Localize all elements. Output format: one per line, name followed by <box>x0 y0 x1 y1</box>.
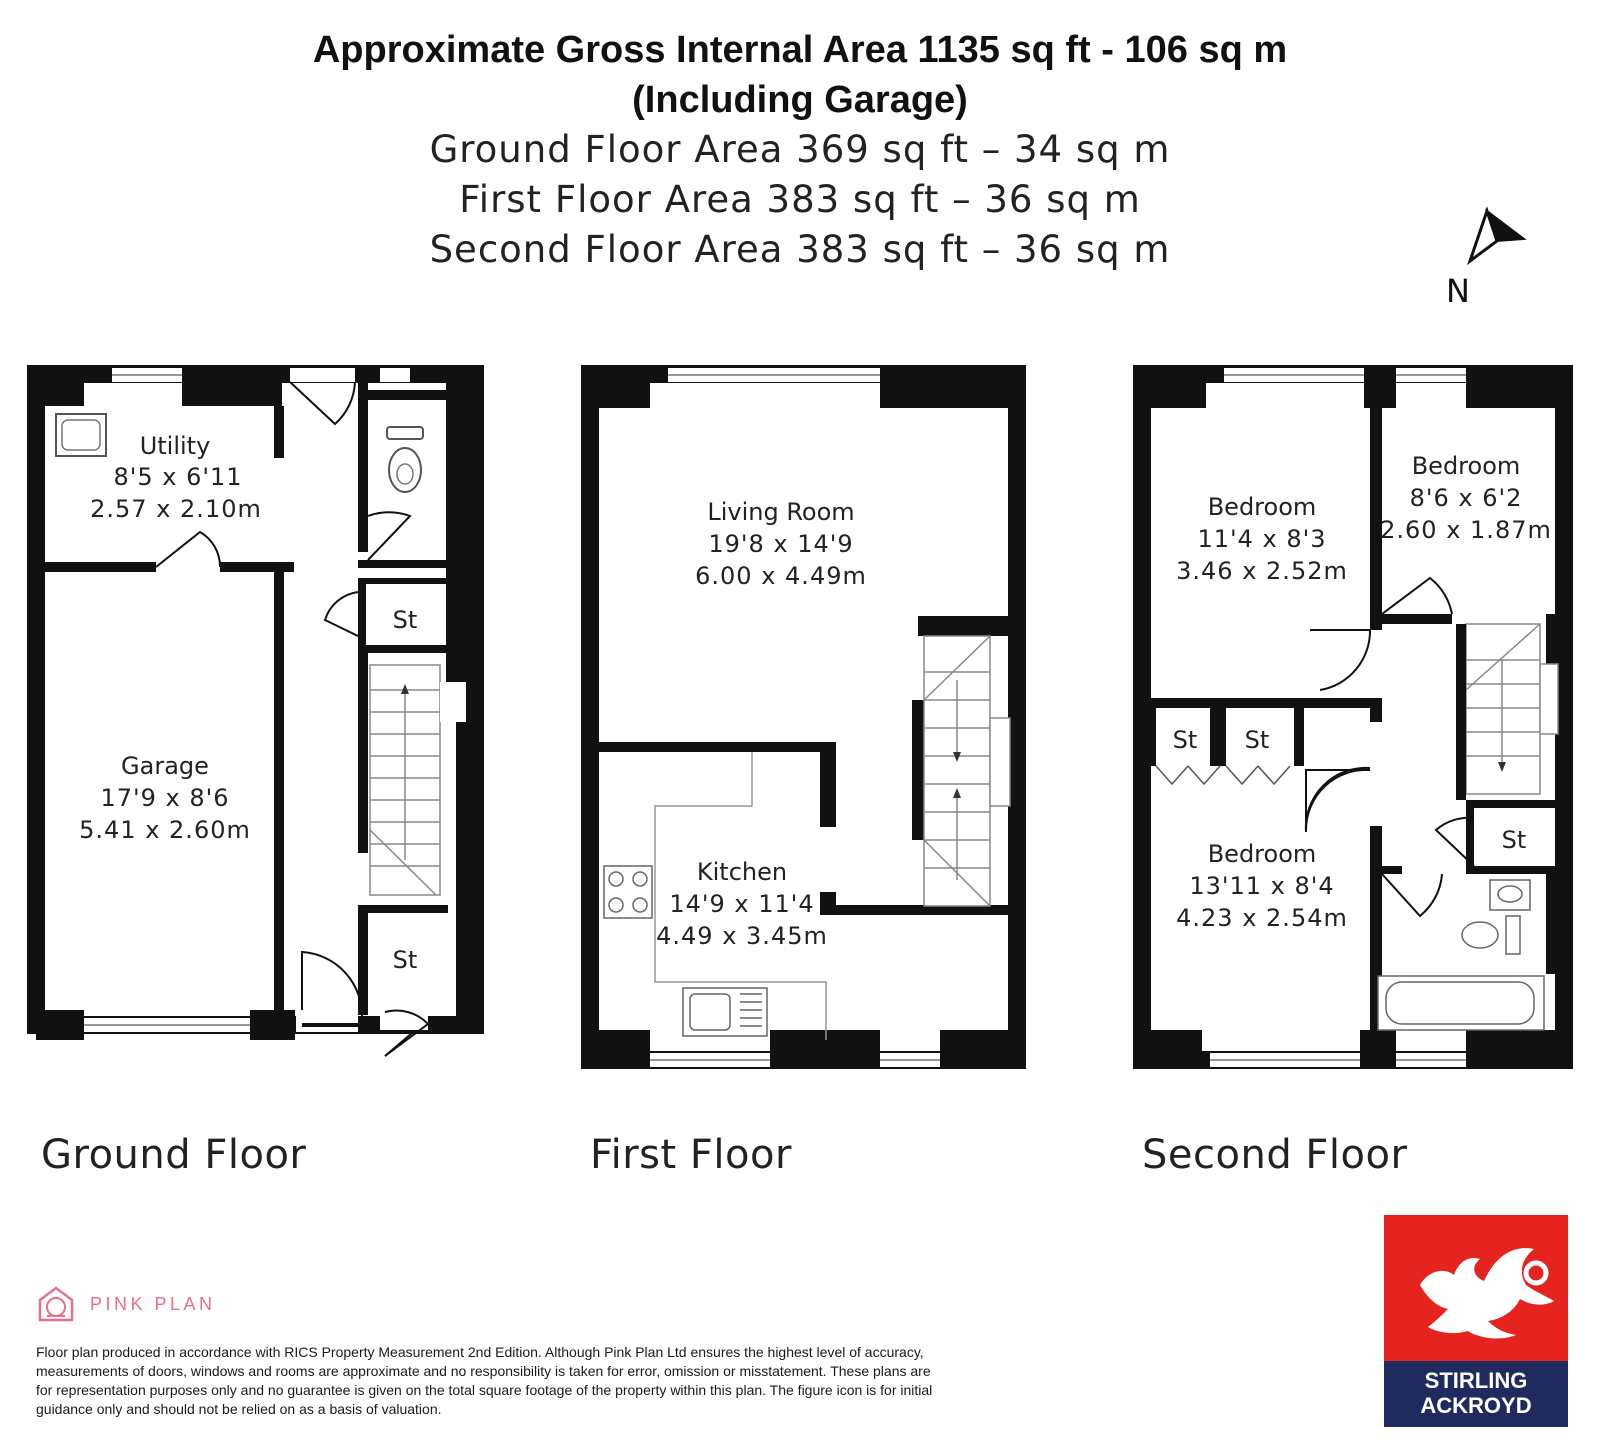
utility-metric: 2.57 x 2.10m <box>90 495 262 523</box>
gross-area-title: Approximate Gross Internal Area 1135 sq ft - 106 sq m <box>312 29 1288 71</box>
ground-store-lower: St <box>392 946 418 974</box>
house-icon <box>36 1284 76 1324</box>
first-floor-area: First Floor Area 383 sq ft – 36 sq m <box>459 178 1141 221</box>
utility-name: Utility <box>139 432 211 460</box>
bedroom1-name: Bedroom <box>1207 493 1317 521</box>
bedroom2-metric: 2.60 x 1.87m <box>1380 516 1552 544</box>
second-store-2: St <box>1244 726 1270 754</box>
bedroom1-imperial: 11'4 x 8'3 <box>1197 525 1327 553</box>
kitchen-imperial: 14'9 x 11'4 <box>669 890 815 918</box>
bedroom3-imperial: 13'11 x 8'4 <box>1189 872 1335 900</box>
bedroom2-name: Bedroom <box>1411 452 1521 480</box>
first-floor-plan <box>590 368 1020 1067</box>
ground-floor-label: Ground Floor <box>41 1132 307 1178</box>
first-floor-label: First Floor <box>590 1132 792 1178</box>
brand-emblem <box>1384 1215 1568 1361</box>
brand-name <box>1384 1361 1568 1427</box>
ground-store-upper: St <box>392 606 418 634</box>
disclaimer-text: Floor plan produced in accordance with RICS Property Measurement 2nd Edition. Although Pink Plan Ltd ensures the highest level of accuracy, measurements of doors, windows and rooms are approximate and no responsibility is taken for error, omission or misstatement. These plans are for representation purposes only and no guarantee is given on the total square footage of the property within this plan. The figure icon is for initial guidance only and should not be relied on as a basis of valuation. <box>36 1344 933 1417</box>
kitchen-name: Kitchen <box>696 858 788 886</box>
pinkplan-logo <box>36 1284 216 1324</box>
brand-line-1: STIRLING <box>1424 1368 1528 1393</box>
bedroom1-metric: 3.46 x 2.52m <box>1176 557 1348 585</box>
second-floor-label: Second Floor <box>1142 1132 1408 1178</box>
living-metric: 6.00 x 4.49m <box>695 562 867 590</box>
second-store-1: St <box>1172 726 1198 754</box>
garage-name: Garage <box>121 752 209 780</box>
north-label: N <box>1446 272 1470 310</box>
brand-line-2: ACKROYD <box>1420 1393 1532 1418</box>
second-floor-area: Second Floor Area 383 sq ft – 36 sq m <box>429 228 1171 271</box>
griffin-icon <box>1384 1215 1568 1361</box>
garage-metric: 5.41 x 2.60m <box>79 816 251 844</box>
utility-imperial: 8'5 x 6'11 <box>113 463 243 491</box>
bedroom2-imperial: 8'6 x 6'2 <box>1409 484 1523 512</box>
ground-floor-area: Ground Floor Area 369 sq ft – 34 sq m <box>429 128 1171 171</box>
living-imperial: 19'8 x 14'9 <box>708 530 854 558</box>
garage-imperial: 17'9 x 8'6 <box>100 784 230 812</box>
bedroom3-name: Bedroom <box>1207 840 1317 868</box>
gross-area-note: (Including Garage) <box>632 79 968 121</box>
bedroom3-metric: 4.23 x 2.54m <box>1176 904 1348 932</box>
second-store-3: St <box>1501 826 1527 854</box>
pinkplan-name: PINK PLAN <box>90 1293 216 1314</box>
stirling-ackroyd-logo <box>1384 1215 1568 1427</box>
kitchen-metric: 4.49 x 3.45m <box>656 922 828 950</box>
living-name: Living Room <box>707 498 855 526</box>
